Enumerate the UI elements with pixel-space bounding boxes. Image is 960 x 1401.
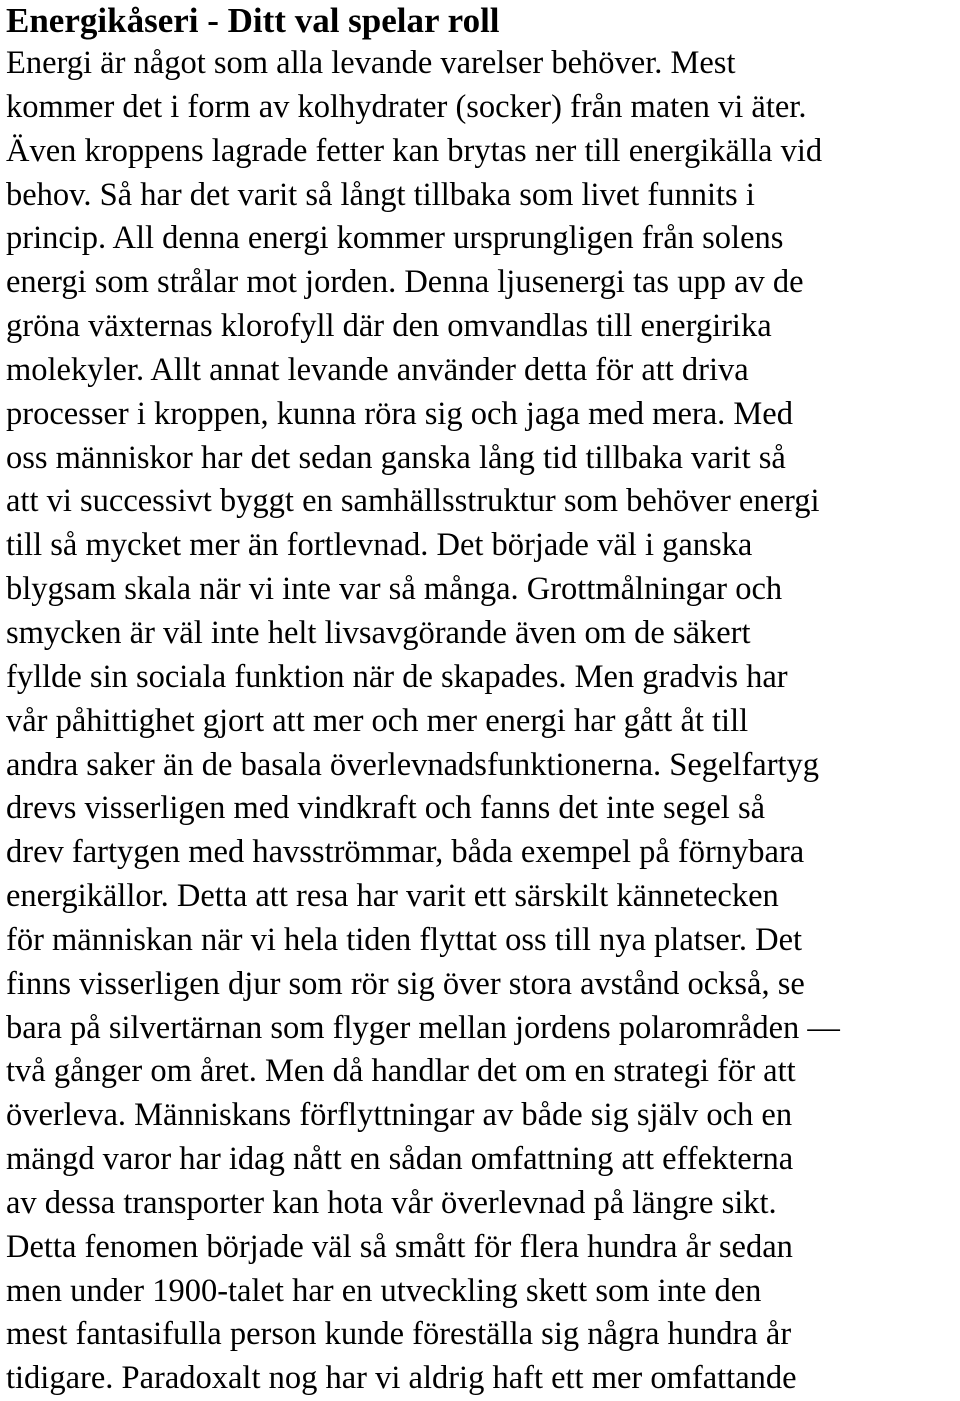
text-line: andra saker än de basala överlevnadsfunktionerna. Segelfartyg (6, 746, 820, 783)
text-line: blygsam skala när vi inte var så många. Grottmålningar och (6, 571, 783, 608)
text-line: för människan när vi hela tiden flyttat oss till nya platser. Det (6, 921, 803, 958)
text-line: fyllde sin sociala funktion när de skapades. Men gradvis har (6, 658, 788, 695)
document-page (6, 0, 956, 1401)
text-line: bara på silvertärnan som flyger mellan jordens polarområden — (6, 1009, 840, 1046)
text-line: drevs visserligen med vindkraft och fanns det inte segel så (6, 790, 766, 827)
text-line: av dessa transporter kan hota vår överlevnad på längre sikt. (6, 1184, 777, 1221)
text-line: mest fantasifulla person kunde föreställa sig några hundra år (6, 1316, 792, 1353)
text-line: drev fartygen med havsströmmar, båda exempel på förnybara (6, 834, 805, 871)
text-line: två gånger om året. Men då handlar det om en strategi för att (6, 1053, 796, 1090)
text-line: Även kroppens lagrade fetter kan brytas ner till energikälla vid (6, 132, 823, 169)
text-line: processer i kroppen, kunna röra sig och jaga med mera. Med (6, 395, 793, 432)
text-line: energikällor. Detta att resa har varit ett särskilt kännetecken (6, 878, 779, 915)
text-line: smycken är väl inte helt livsavgörande även om de säkert (6, 614, 751, 651)
text-line: Energi är något som alla levande varelser behöver. Mest (6, 45, 736, 81)
text-line: tidigare. Paradoxalt nog har vi aldrig haft ett mer omfattande (6, 1360, 797, 1397)
text-line: överleva. Människans förflyttningar av både sig själv och en (6, 1097, 793, 1134)
text-line: gröna växternas klorofyll där den omvandlas till energirika (6, 308, 772, 345)
text-line: till så mycket mer än fortlevnad. Det började väl i ganska (6, 527, 753, 564)
text-line: men under 1900-talet har en utveckling skett som inte den (6, 1272, 762, 1309)
document-title: Energikåseri - Ditt val spelar roll (6, 1, 500, 40)
text-line: oss människor har det sedan ganska lång tid tillbaka varit så (6, 439, 786, 476)
text-line: vår påhittighet gjort att mer och mer energi har gått åt till (6, 702, 749, 739)
text-line: energi som strålar mot jorden. Denna ljusenergi tas upp av de (6, 264, 804, 301)
text-line: princip. All denna energi kommer ursprungligen från solens (6, 220, 784, 257)
text-line: behov. Så har det varit så långt tillbaka som livet funnits i (6, 176, 755, 213)
text-line: molekyler. Allt annat levande använder detta för att driva (6, 351, 749, 388)
body-paragraph (6, 42, 956, 1401)
text-line: att vi successivt byggt en samhällsstruktur som behöver energi (6, 483, 820, 520)
text-line: kommer det i form av kolhydrater (socker) från maten vi äter. (6, 88, 807, 125)
text-line: finns visserligen djur som rör sig över stora avstånd också, se (6, 965, 805, 1002)
text-line: mängd varor har idag nått en sådan omfattning att effekterna (6, 1141, 794, 1178)
text-line: Detta fenomen började väl så smått för flera hundra år sedan (6, 1228, 793, 1265)
